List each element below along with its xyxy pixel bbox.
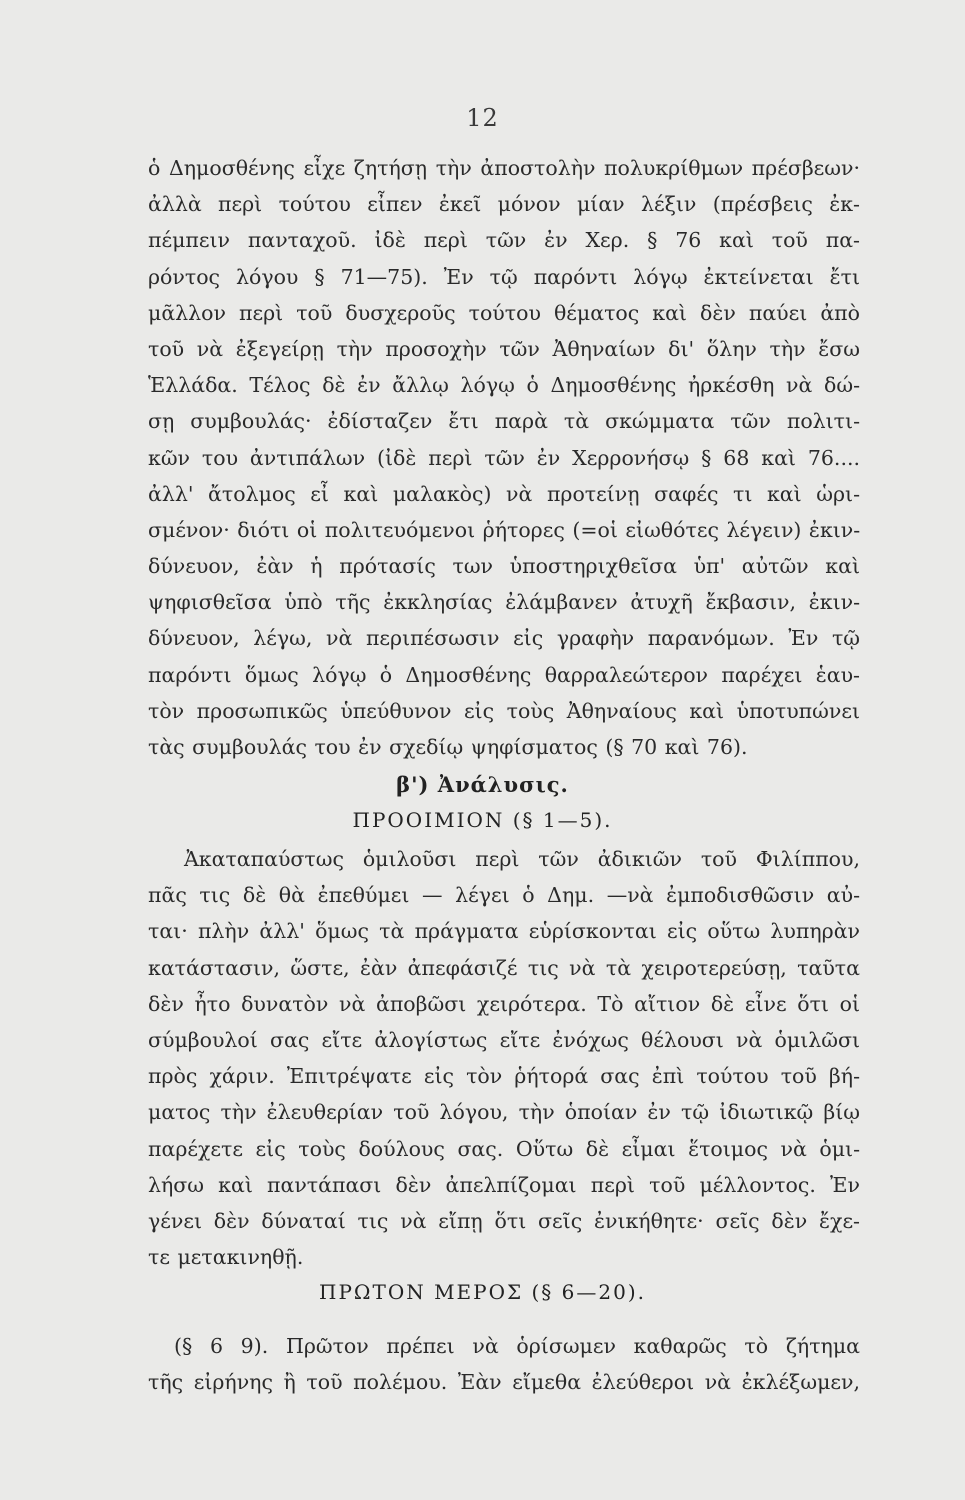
text-line: τὸν προσωπικῶς ὑπεύθυνον εἰς τοὺς Ἀθηναίους καὶ ὑποτυπώνει: [148, 698, 860, 723]
text-line: σῃ συμβουλάς· ἐδίσταζεν ἔτι παρὰ τὰ σκώμματα τῶν πολιτι-: [148, 409, 860, 434]
section-heading-prooimion: ΠΡΟΟΙΜΙΟΝ (§ 1—5).: [352, 808, 613, 832]
text-line: Ἀκαταπαύστως ὁμιλοῦσι περὶ τῶν ἀδικιῶν τοῦ Φιλίππου,: [184, 847, 860, 871]
text-line: (§ 6 9). Πρῶτον πρέπει νὰ ὁρίσωμεν καθαρῶς τὸ ζήτημα: [174, 1334, 860, 1358]
text-line: Ἑλλάδα. Τέλος δὲ ἐν ἄλλῳ λόγῳ ὁ Δημοσθένης ἠρκέσθη νὰ δώ-: [148, 373, 860, 398]
text-line: ψηφισθεῖσα ὑπὸ τῆς ἐκκλησίας ἐλάμβανεν ἀτυχῆ ἔκβασιν, ἐκιν-: [148, 590, 860, 615]
text-line: δύνευον, ἐὰν ἡ πρότασίς των ὑποστηριχθεῖσα ὑπ' αὐτῶν καὶ: [148, 554, 860, 579]
text-line: πρὸς χάριν. Ἐπιτρέψατε εἰς τὸν ῥήτορά σας ἐπὶ τούτου τοῦ βή-: [148, 1064, 860, 1089]
text-line: κῶν του ἀντιπάλων (ἰδὲ περὶ τῶν ἐν Χερρονήσῳ § 68 καὶ 76....: [148, 445, 860, 470]
text-line: γένει δὲν δύναταί τις νὰ εἴπῃ ὅτι σεῖς ἐνικήθητε· σεῖς δὲν ἔχε-: [148, 1208, 860, 1233]
text-line: παρόντι ὅμως λόγῳ ὁ Δημοσθένης θαρραλεώτερον παρέχει ἑαυ-: [148, 662, 860, 687]
text-line: μᾶλλον περὶ τοῦ δυσχεροῦς τούτου θέματος καὶ δὲν παύει ἀπὸ: [148, 300, 860, 325]
text-line: σμένον· διότι οἱ πολιτευόμενοι ῥήτορες (=οἱ εἰωθότες λέγειν) ἐκιν-: [148, 517, 860, 542]
paragraph-part-one: [148, 1328, 860, 1400]
text-line: κατάστασιν, ὥστε, ἐὰν ἀπεφάσιζέ τις νὰ τὰ χειροτερεύσῃ, ταῦτα: [148, 955, 860, 980]
paragraph-prooimion: [148, 841, 860, 1275]
text-line: ἀλλὰ περὶ τούτου εἶπεν ἐκεῖ μόνον μίαν λέξιν (πρέσβεις ἐκ-: [148, 192, 860, 217]
text-line: ται· πλὴν ἀλλ' ὅμως τὰ πράγματα εὑρίσκονται εἰς οὕτω λυπηρὰν: [148, 919, 860, 944]
text-line: σύμβουλοί σας εἴτε ἀλογίστως εἴτε ἐνόχως θέλουσι νὰ ὁμιλῶσι: [148, 1027, 860, 1052]
paragraph-intro: [148, 150, 860, 765]
text-line: τοῦ νὰ ἐξεγείρῃ τὴν προσοχὴν τῶν Ἀθηναίων δι' ὅλην τὴν ἔσω: [148, 336, 860, 361]
text-line: ὁ Δημοσθένης εἶχε ζητήσῃ τὴν ἀποστολὴν πολυκρίθμων πρέσβεων·: [148, 156, 860, 180]
text-line: ἀλλ' ἄτολμος εἶ καὶ μαλακὸς) νὰ προτείνῃ σαφές τι καὶ ὡρι-: [148, 481, 860, 506]
text-line: τε μετακινηθῇ.: [148, 1245, 304, 1270]
text-line: πέμπειν πανταχοῦ. ἰδὲ περὶ τῶν ἐν Χερ. § 76 καὶ τοῦ πα-: [148, 228, 860, 253]
text-line: λήσω καὶ παντάπασι δὲν ἀπελπίζομαι περὶ τοῦ μέλλοντος. Ἐν: [148, 1172, 860, 1197]
text-line: δύνευον, λέγω, νὰ περιπέσωσιν εἰς γραφὴν παρανόμων. Ἐν τῷ: [148, 626, 860, 651]
text-line: τὰς συμβουλάς του ἐν σχεδίῳ ψηφίσματος (§ 70 καὶ 76).: [148, 735, 748, 759]
section-heading-analysis: β') Ἀνάλυσις.: [396, 772, 569, 797]
text-line: πᾶς τις δὲ θὰ ἐπεθύμει — λέγει ὁ Δημ. —νὰ ἐμποδισθῶσιν αὐ-: [148, 883, 860, 908]
section-heading-part-one: ΠΡΩΤΟΝ ΜΕΡΟΣ (§ 6—20).: [319, 1280, 646, 1304]
text-line: ρόντος λόγου § 71—75). Ἐν τῷ παρόντι λόγῳ ἐκτείνεται ἔτι: [148, 264, 860, 289]
text-line: παρέχετε εἰς τοὺς δούλους σας. Οὕτω δὲ εἶμαι ἕτοιμος νὰ ὁμι-: [148, 1136, 860, 1161]
page-number: 12: [466, 104, 499, 132]
text-line: τῆς εἰρήνης ἢ τοῦ πολέμου. Ἐὰν εἴμεθα ἐλεύθεροι νὰ ἐκλέξωμεν,: [148, 1370, 860, 1395]
text-line: δὲν ἦτο δυνατὸν νὰ ἀποβῶσι χειρότερα. Τὸ αἴτιον δὲ εἶνε ὅτι οἱ: [148, 991, 860, 1016]
text-line: ματος τὴν ἐλευθερίαν τοῦ λόγου, τὴν ὁποίαν ἐν τῷ ἰδιωτικῷ βίῳ: [148, 1100, 860, 1125]
